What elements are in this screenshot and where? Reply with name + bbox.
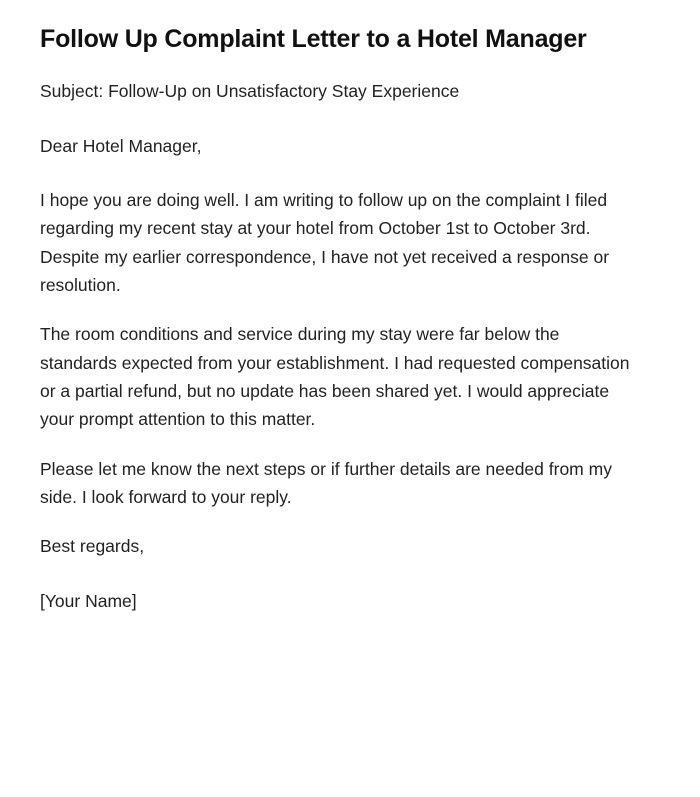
letter-subject-line: Subject: Follow-Up on Unsatisfactory Stay Experience: [40, 81, 460, 102]
letter-body-paragraph-1: I hope you are doing well. I am writing to follow up on the complaint I filed regarding my recent stay at your hotel from October 1st to October 3rd. Despite my earlier correspondence, I have not yet received a response or resolution.: [40, 189, 610, 295]
letter-body-paragraph-2: The room conditions and service during my stay were far below the standards expected from your establishment. I had requested compensation or a partial refund, but no update has been shared yet. I would appreciate your prompt attention to this matter.: [40, 324, 630, 430]
page-title: Follow Up Complaint Letter to a Hotel Manager: [40, 25, 587, 53]
letter-signature-placeholder: [Your Name]: [40, 590, 137, 611]
letter-salutation: Dear Hotel Manager,: [40, 135, 202, 156]
letter-body-paragraph-3: Please let me know the next steps or if further details are needed from my side. I look forward to your reply.: [40, 458, 612, 508]
letter-signoff: Best regards,: [40, 536, 145, 557]
